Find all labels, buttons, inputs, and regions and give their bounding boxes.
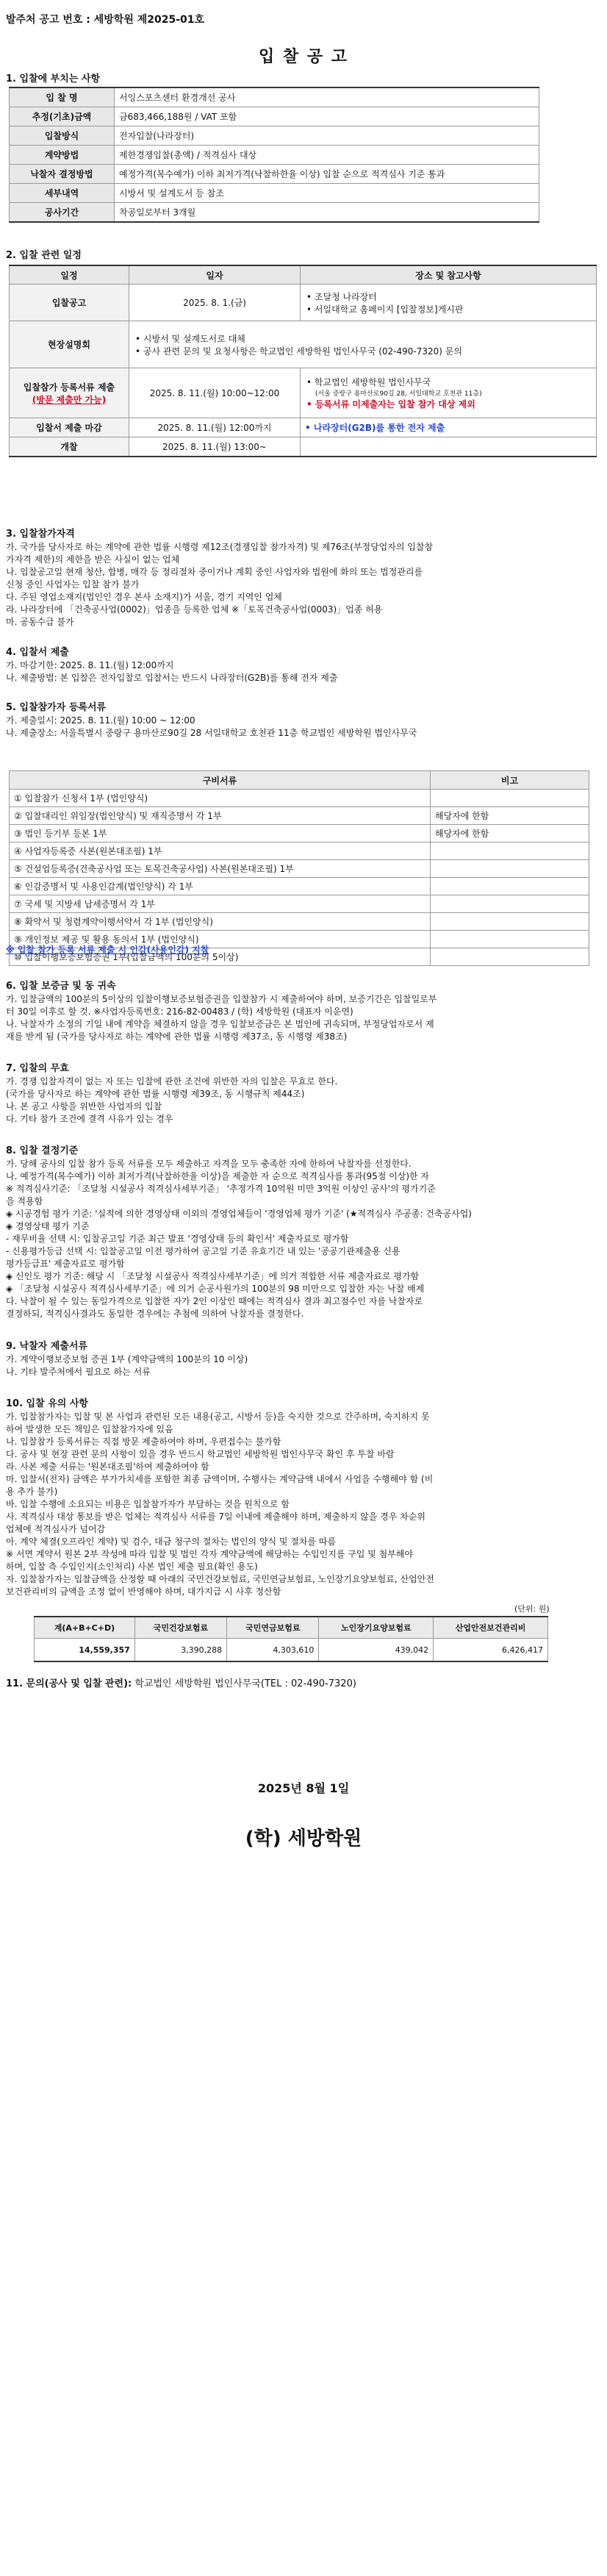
- row-value: 서잉스포츠센터 환경개선 공사: [115, 87, 539, 107]
- row-key: 계약방법: [10, 146, 115, 165]
- schedule-notes: • 나라장터(G2B)를 통한 전자 제출: [301, 418, 597, 437]
- body-line: 가. 입찰참가자는 입찰 및 본 사업과 관련된 모든 내용(공고, 시방서 등)을 숙지한 것으로 간주하며, 숙지하지 못: [6, 1412, 430, 1422]
- table-row: [10, 126, 539, 146]
- body-line: 가. 제출일시: 2025. 8. 11.(월) 10:00 ~ 12:00: [6, 715, 195, 726]
- body-line: 가. 마감기한: 2025. 8. 11.(월) 12:00까지: [6, 660, 174, 670]
- table-row: [10, 860, 589, 878]
- schedule-label: 입찰서 제출 마감: [10, 418, 129, 437]
- schedule-notes: [301, 368, 597, 418]
- table-header-row: [10, 265, 597, 285]
- body-line: (국가를 당사자로 하는 계약에 관한 법률 시행령 제39조, 동 시행규칙 제44조): [6, 1089, 305, 1099]
- body-line: 자. 입찰참가자는 입찰금액을 산정할 때 아래의 국민건강보험료, 국민연금보험료, 노인장기요양보험료, 산업안전: [6, 1574, 434, 1584]
- row-value: 제한경쟁입찰(총액) / 적격심사 대상: [115, 146, 539, 165]
- doc-item: ⑤ 건설업등록증(건축공사업 또는 토목건축공사업) 사본(원본대조필) 1부: [10, 860, 431, 878]
- body-line: 나. 제출방법: 본 입찰은 전자입찰로 입찰서는 반드시 나라장터(G2B)를 통해 전자 제출: [6, 673, 338, 683]
- section-6-heading: 6. 입찰 보증금 및 동 귀속: [6, 981, 116, 992]
- unit-label: (단위: 원): [514, 1604, 550, 1614]
- table-row: [10, 842, 589, 860]
- doc-note: [431, 790, 589, 807]
- body-line: 하여 발생한 모든 책임은 입찰참가자에 있음: [6, 1424, 173, 1434]
- row-key: 입 찰 명: [10, 87, 115, 107]
- column-header: 장소 및 참고사항: [301, 265, 597, 285]
- table-row: [10, 368, 597, 418]
- body-line: 가. 국가를 당사자로 하는 계약에 관한 법률 시행령 제12조(경쟁입찰 참가자격) 및 제76조(부정당업자의 입찰참: [6, 542, 434, 552]
- fee-cell: 14,559,357: [35, 1639, 135, 1662]
- body-line: ※ 적격심사기준: 「조달청 시설공사 적격심사세부기준」 '추정가격 10억원 미만 3억원 이상인 공사'의 평가기준: [6, 1184, 436, 1194]
- body-line: 평가등급표' 제출자료로 평가함: [6, 1259, 125, 1269]
- row-value: 예정가격(복수예가) 이하 최저가격(낙찰하한율 이상) 입찰 순으로 적격심사 기준 통과: [115, 165, 539, 184]
- doc-note: [431, 913, 589, 931]
- table-row: [10, 825, 589, 842]
- doc-note: [431, 860, 589, 878]
- doc-note: [431, 842, 589, 860]
- table-row: [10, 107, 539, 126]
- row-key: 공사기간: [10, 203, 115, 223]
- row-key: 입찰방식: [10, 126, 115, 146]
- note-item: • 학교법인 세방학원 법인사무국: [306, 377, 431, 387]
- note-item: • 서일대학교 홈페이지 [입찰정보]게시판: [306, 304, 464, 315]
- body-line: 다. 주된 영업소재지(법인인 경우 본사 소재지)가 서울, 경기 지역인 업체: [6, 592, 282, 602]
- doc-item: ⑩ 입찰이행보증보험증권 1부(입찰금액의 100분의 5이상): [10, 948, 431, 966]
- doc-item: ⑥ 인감증명서 및 사용인감계(법인양식) 각 1부: [10, 878, 431, 895]
- warning-note: • 등록서류 미제출자는 입찰 참가 대상 제외: [306, 399, 475, 409]
- schedule-date: 2025. 8. 1.(금): [129, 285, 301, 321]
- column-header: 국민건강보험료: [134, 1617, 226, 1639]
- section-8-heading: 8. 입찰 결정기준: [6, 1145, 79, 1156]
- doc-item: ① 입찰참가 신청서 1부 (법인양식): [10, 790, 431, 807]
- section-5-heading: 5. 입찰참가자 등록서류: [6, 702, 107, 713]
- body-line: 다. 기타 참가 조건에 결격 사유가 있는 경우: [6, 1114, 173, 1124]
- body-line: 결정하되, 적격심사결과도 동일한 경우에는 추첨에 의하여 낙찰자를 결정한다.: [6, 1309, 304, 1319]
- body-line: ◈ 경영상태 평가 기준: [6, 1221, 90, 1231]
- schedule-date: 2025. 8. 11.(월) 12:00까지: [129, 418, 301, 437]
- body-line: 용 추가 불가): [6, 1486, 58, 1497]
- row-key: 세부내역: [10, 184, 115, 203]
- table-row: [10, 165, 539, 184]
- section-2-heading: 2. 입찰 관련 일정: [6, 250, 82, 261]
- fee-cell: 3,390,288: [134, 1639, 226, 1662]
- schedule-notes: [129, 321, 597, 368]
- body-line: 을 적용함: [6, 1196, 43, 1206]
- section-4-heading: 4. 입찰서 제출: [6, 647, 69, 658]
- table-header-row: [35, 1617, 548, 1639]
- doc-item: ③ 법인 등기부 등본 1부: [10, 825, 431, 842]
- body-line: 라. 나라장터에 「건축공사업(0002)」업종을 등록한 업체 ※「토목건축공사업(0003)」업종 허용: [6, 604, 383, 615]
- body-line: 나. 기타 발주처에서 필요로 하는 서류: [6, 1367, 151, 1377]
- table-row: [10, 203, 539, 223]
- note-item: • 조달청 나라장터: [306, 291, 377, 302]
- body-line: 라. 사본 제출 서류는 '원본대조필'하여 제출하여야 함: [6, 1461, 209, 1472]
- schedule-table: [9, 265, 597, 457]
- body-line: 나. 예정가격(복수예가) 이하 최저가격(낙찰하한율 이상)을 제출한 자 순으로 적격심사를 통과(95점 이상)한 자: [6, 1171, 430, 1181]
- column-header: 일자: [129, 265, 301, 285]
- doc-note: 해당자에 한함: [431, 825, 589, 842]
- doc-item: ④ 사업자등록증 사본(원본대조필) 1부: [10, 842, 431, 860]
- body-line: 가. 당해 공사의 입찰 참가 등록 서류를 모두 제출하고 자격을 모두 충족한 자에 한하여 낙찰자를 선정한다.: [6, 1159, 412, 1169]
- body-line: 마. 공동수급 불가: [6, 617, 74, 627]
- row-value: 전자입찰(나라장터): [115, 126, 539, 146]
- fee-cell: 6,426,417: [434, 1639, 548, 1662]
- body-line: ◈ 「조달청 시설공사 적격심사세부기준」에 의거 순공사원가의 100분의 98 미만으로 입찰한 자는 낙찰 배제: [6, 1284, 425, 1294]
- body-line: 업체에 적격심사가 넘어감: [6, 1524, 106, 1534]
- fee-cell: 4,303,610: [227, 1639, 319, 1662]
- body-line: 나. 제출장소: 서울특별시 중랑구 용마산로90길 28 서일대학교 호천관 11층 학교법인 세방학원 법인사무국: [6, 728, 417, 738]
- body-line: 나. 입찰참가 등록서류는 직접 방문 제출하여야 하며, 우편접수는 불가함: [6, 1437, 281, 1447]
- body-line: - 재무비율 선택 시: 입찰공고일 기준 최근 발표 '경영상태 등의 확인서' 제출자료로 평가함: [6, 1234, 349, 1244]
- body-line: 다. 낙찰이 될 수 있는 동일가격으로 입찰한 자가 2인 이상인 때에는 적격심사 결과 최고점수인 자를 낙찰자로: [6, 1296, 423, 1306]
- section-10-heading: 10. 입찰 유의 사항: [6, 1398, 88, 1409]
- body-line: 하며, 입찰 측 수입인지(소인처리) 사본 법인 제출 필요(확인 용도): [6, 1561, 258, 1572]
- body-line: ◈ 시공경험 평가 기준: '실적에 의한 경영상태 이외의 경영업체들이 '경영업체 평가 기준' (★적격심사 주공종: 건축공사업): [6, 1209, 472, 1219]
- schedule-label: 현장설명회: [10, 321, 129, 368]
- doc-number: 발주처 공고 번호 : 세방학원 제2025-01호: [6, 14, 205, 26]
- table-row: [10, 437, 597, 457]
- column-header: 노인장기요양보험료: [319, 1617, 434, 1639]
- body-line: 나. 입찰공고일 현재 청산, 합병, 매각 등 정리절차 중이거나 계획 중인 사업자와 법원에 화의 또는 법정관리를: [6, 567, 423, 577]
- column-header: 산업안전보건관리비: [434, 1617, 548, 1639]
- body-line: 터 30일 이후로 할 것. ※사업자등록번호: 216-82-00483 / (학) 세방학원 (대표자 이운연): [6, 1006, 353, 1017]
- fee-cell: 439,042: [319, 1639, 434, 1662]
- bid-info-table: [9, 87, 539, 223]
- body-line: 재를 받게 됨 (국가를 당사자로 하는 계약에 관한 법률 시행령 제37조, 동 시행령 제38조): [6, 1031, 348, 1042]
- schedule-label: 입찰참가 등록서류 제출 (방문 제출만 가능): [10, 368, 129, 418]
- doc-item: ② 입찰대리인 위임장(법인양식) 및 재직증명서 각 1부: [10, 807, 431, 825]
- section-1-heading: 1. 입찰에 부치는 사항: [6, 74, 101, 85]
- row-key: 낙찰자 결정방법: [10, 165, 115, 184]
- page-title: 입 찰 공 고: [259, 48, 348, 66]
- body-line: ※ 서면 계약서 원본 2부 작성에 따라 입찰 및 법인 각자 계약금액에 해당하는 수입인지를 구입 및 첨부해야: [6, 1549, 413, 1559]
- doc-note: [431, 878, 589, 895]
- note-sub: (서울 중랑구 용마산로90길 28, 서일대학교 호천관 11층): [315, 390, 482, 398]
- body-line: 바. 입찰 수행에 소요되는 비용은 입찰참가자가 부담하는 것을 원칙으로 함: [6, 1499, 290, 1509]
- table-row: [35, 1639, 548, 1662]
- section-7-heading: 7. 입찰의 무효: [6, 1063, 69, 1074]
- schedule-notes: [301, 285, 597, 321]
- body-line: 나. 낙찰자가 소정의 기일 내에 계약을 체결하지 않을 경우 입찰보증금은 본 법인에 귀속되며, 부정당업자로서 제: [6, 1019, 434, 1029]
- table-row: [10, 895, 589, 913]
- table-header-row: [10, 771, 589, 790]
- table-row: [10, 807, 589, 825]
- body-line: 다. 공사 및 현장 관련 문의 사항이 있을 경우 반드시 학교법인 세방학원 법인사무국 확인 후 투찰 바람: [6, 1449, 395, 1459]
- table-row: [10, 285, 597, 321]
- insurance-fee-table: [34, 1616, 548, 1662]
- seal-note: ※ 입찰 참가 등록 서류 제출 시 인감(사용인감) 지참: [6, 945, 209, 955]
- column-header: 계(A+B+C+D): [35, 1617, 135, 1639]
- body-line: 가. 입찰금액의 100분의 5이상의 입찰이행보증보험증권을 입찰참가 시 제출하여야 하며, 보증기간은 입찰일로부: [6, 994, 437, 1004]
- note-item: • 시방서 및 설계도서로 대체: [135, 333, 245, 344]
- table-row: [10, 146, 539, 165]
- section-9-heading: 9. 낙찰자 제출서류: [6, 1341, 87, 1352]
- body-line: 가자격 제한)의 제한을 받은 사실이 없는 업체: [6, 554, 180, 565]
- documents-table: [9, 770, 589, 966]
- table-row: [10, 184, 539, 203]
- body-line: 마. 입찰서(전자) 금액은 부가가치세를 포함한 최종 금액이며, 수행사는 계약금액 내에서 사업을 수행해야 함 (비: [6, 1474, 434, 1484]
- column-header: 국민연금보험료: [227, 1617, 319, 1639]
- schedule-notes: [301, 437, 597, 457]
- body-line: 사. 적격심사 대상 통보를 받은 업체는 적격심사 서류를 7일 이내에 제출해야 하며, 제출하지 않을 경우 차순위: [6, 1511, 425, 1522]
- body-line: 가. 계약이행보증보험 증권 1부 (계약금액의 100분의 10 이상): [6, 1354, 248, 1364]
- table-row: [10, 418, 597, 437]
- table-row: [10, 790, 589, 807]
- column-header: 비고: [431, 771, 589, 790]
- table-row: [10, 87, 539, 107]
- doc-note: 해당자에 한함: [431, 807, 589, 825]
- doc-note: [431, 895, 589, 913]
- schedule-date: 2025. 8. 11.(월) 13:00~: [129, 437, 301, 457]
- schedule-date: 2025. 8. 11.(월) 10:00~12:00: [129, 368, 301, 418]
- row-value: 시방서 및 설계도서 등 참조: [115, 184, 539, 203]
- schedule-label: 입찰공고: [10, 285, 129, 321]
- row-value: 금683,466,188원 / VAT 포함: [115, 107, 539, 126]
- note-item: • 공사 관련 문의 및 요청사항은 학교법인 세방학원 법인사무국 (02-490-7320) 문의: [135, 346, 462, 357]
- organization-name: (학) 세방학원: [245, 1828, 362, 1850]
- column-header: 일정: [10, 265, 129, 285]
- contact-line: 11. 문의(공사 및 입찰 관련): 학교법인 세방학원 법인사무국(TEL : 02-490-7320): [6, 1678, 356, 1689]
- body-line: 아. 계약 체결(오프라인 계약) 및 검수, 대금 청구의 절차는 법인의 양식 및 절차를 따름: [6, 1536, 337, 1547]
- column-header: 구비서류: [10, 771, 431, 790]
- body-line: - 신용평가등급 선택 시: 입찰공고일 이전 평가하여 공고일 기준 유효기간 내 있는 '공공기관제출용 신용: [6, 1246, 401, 1256]
- schedule-label: 개찰: [10, 437, 129, 457]
- notice-date: 2025년 8월 1일: [257, 1781, 350, 1795]
- row-value: 착공일로부터 3개월: [115, 203, 539, 223]
- section-3-heading: 3. 입찰참가자격: [6, 529, 75, 540]
- body-line: 신청 중인 사업자는 입찰 참가 불가: [6, 579, 140, 590]
- doc-item: ⑦ 국세 및 지방세 납세증명서 각 1부: [10, 895, 431, 913]
- table-row: [10, 913, 589, 931]
- doc-item: ⑨ 개인정보 제공 및 활용 동의서 1부 (법인양식): [10, 931, 431, 948]
- body-line: 보건관리비의 금액을 조정 없이 반영해야 하며, 대가지급 시 사후 정산함: [6, 1586, 281, 1597]
- table-row: [10, 878, 589, 895]
- body-line: ◈ 신인도 평가 기준: 해당 시 「조달청 시설공사 적격심사세부기준」에 의거 적합한 서류 제출자료로 평가함: [6, 1271, 420, 1281]
- table-row: [10, 321, 597, 368]
- doc-item: ⑧ 확약서 및 청렴계약이행서약서 각 1부 (법인양식): [10, 913, 431, 931]
- body-line: 나. 본 공고 사항을 위반한 사업자의 입찰: [6, 1101, 162, 1112]
- row-key: 추정(기초)금액: [10, 107, 115, 126]
- body-line: 가. 경쟁 입찰자격이 없는 자 또는 입찰에 관한 조건에 위반한 자의 입찰은 무효로 한다.: [6, 1076, 338, 1087]
